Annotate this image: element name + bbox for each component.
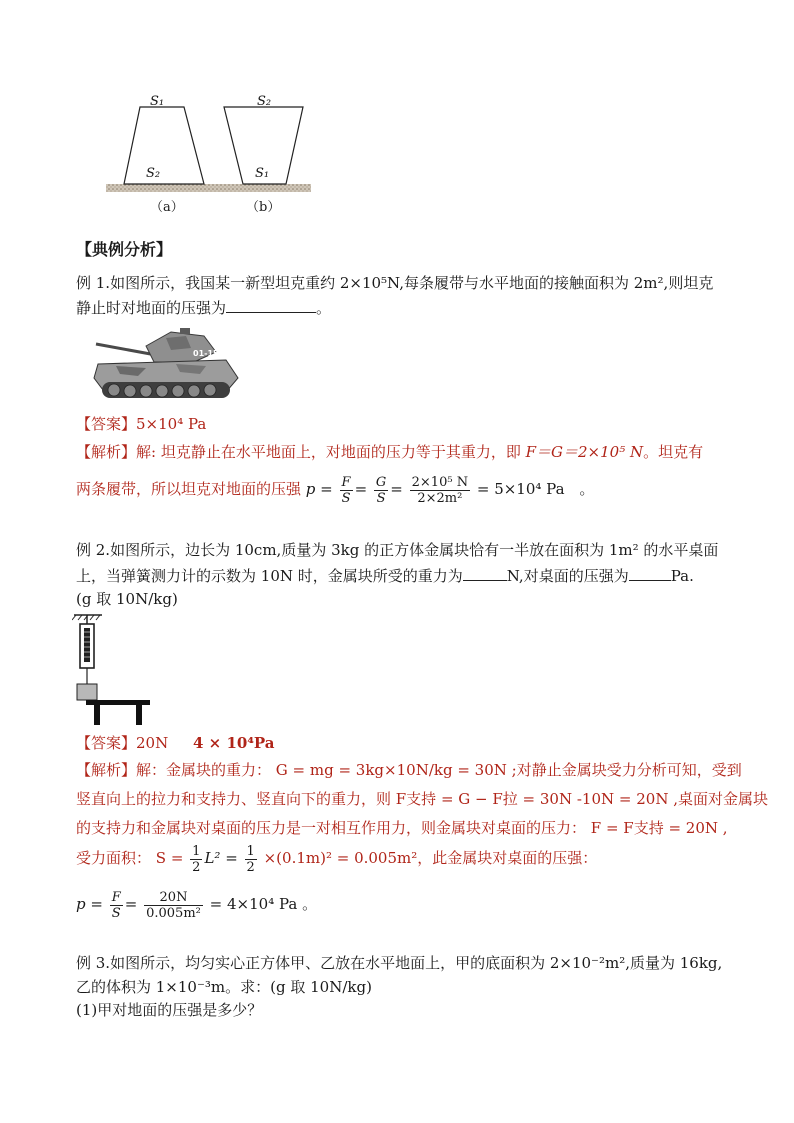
frac-num: 20N bbox=[144, 890, 203, 906]
example2-line2 bbox=[76, 564, 694, 587]
example1-line2-end: 。 bbox=[316, 299, 332, 317]
example1-answer-value: 5×10⁴ Pa bbox=[136, 415, 207, 433]
example2-line3: (g 取 10N/kg) bbox=[76, 590, 178, 608]
example1-answer-label: 【答案】 bbox=[76, 415, 137, 433]
frac-values bbox=[144, 890, 203, 921]
example2-blank1 bbox=[463, 564, 507, 581]
frac-num: F bbox=[111, 889, 121, 905]
example1-analysis-line1 bbox=[76, 441, 703, 463]
frac-values bbox=[410, 475, 470, 506]
section-heading: 【典例分析】 bbox=[76, 240, 173, 259]
frac-num: F bbox=[341, 474, 351, 490]
frac-den: 2×2m² bbox=[417, 490, 463, 506]
caption-b: （b） bbox=[246, 200, 281, 215]
example2-answer bbox=[76, 732, 275, 754]
frac-den: S bbox=[111, 905, 121, 921]
example2-analysis-line3: 的支持力和金属块对桌面的压力是一对相互作用力，则金属块对桌面的压力： F = F支持 = 20N , bbox=[76, 819, 728, 837]
example2-answer-value1: 20N bbox=[136, 734, 169, 752]
example2-analysis-line4 bbox=[76, 838, 597, 878]
example2-analysis-line2: 竖直向上的拉力和支持力、竖直向下的重力，则 F支持 = G − F拉 = 30N -10N = 20N ,桌面对金属块 bbox=[76, 790, 768, 808]
example2-line2-a: 上，当弹簧测力计的示数为 10N 时，金属块所受的重力为 bbox=[76, 567, 463, 585]
table-top bbox=[86, 700, 150, 705]
example2-pressure-formula: p = $\frac{F}{S}$ = $\frac{20N}{\text{0.005m²}}$ = 4×10⁴ Pa 。 bbox=[76, 889, 318, 921]
caption-a: （a） bbox=[150, 200, 184, 215]
example2-analysis-line1 bbox=[76, 759, 742, 781]
spring-scale-figure bbox=[72, 612, 154, 726]
example2-analysis-text4c: ×(0.1m)² = 0.005m²，此金属块对桌面的压强： bbox=[263, 849, 598, 867]
frac-half bbox=[190, 844, 202, 875]
frac-num: 1 bbox=[192, 843, 201, 859]
example2-analysis-text1: 解：金属块的重力： G = mg = 3kg×10N/kg = 30N ;对静止金属块受力分析可知，受到 bbox=[136, 761, 742, 779]
example2-answer-value2: 4 × 10⁴Pa bbox=[193, 734, 275, 752]
example1-analysis-text2: 两条履带，所以坦克对地面的压强 bbox=[76, 480, 302, 498]
example1-analysis-line2 bbox=[76, 469, 594, 509]
example2-analysis-text4a: 受力面积： S = bbox=[76, 849, 184, 867]
formula-l-squared: L² = bbox=[204, 849, 238, 867]
frac-num: G bbox=[375, 474, 387, 490]
frac-f-over-s bbox=[110, 890, 123, 921]
ground-strip bbox=[106, 184, 311, 192]
frac-num: 1 bbox=[246, 843, 255, 859]
label-b-top: S₂ bbox=[257, 94, 272, 109]
example1-formula-fg: F＝G＝2×10⁵ N bbox=[525, 443, 644, 461]
example2-answer-label: 【答案】 bbox=[76, 734, 137, 752]
example3-line3: (1)甲对地面的压强是多少？ bbox=[76, 1001, 263, 1019]
example1-analysis-label: 【解析】 bbox=[76, 443, 137, 461]
trapezoid-a bbox=[124, 107, 204, 184]
formula-result: = 4×10⁴ Pa 。 bbox=[209, 895, 318, 913]
trapezoid-figure bbox=[100, 88, 320, 218]
formula-p: p = bbox=[76, 895, 103, 913]
frac-g-over-s bbox=[374, 475, 388, 506]
frac-den: S bbox=[376, 490, 386, 506]
example1-analysis-end1: 。坦克有 bbox=[643, 443, 704, 461]
tank-image bbox=[76, 322, 242, 408]
example1-analysis-end2: 。 bbox=[579, 480, 595, 498]
example1-analysis-text1: 解: 坦克静止在水平地面上，对地面的压力等于其重力，即 bbox=[136, 443, 521, 461]
frac-half-2 bbox=[245, 844, 257, 875]
example2-line2-b: N,对桌面的压强为 bbox=[506, 567, 629, 585]
example3-line1: 例 3.如图所示，均匀实心正方体甲、乙放在水平地面上，甲的底面积为 2×10⁻²m²,质量为 16kg, bbox=[76, 954, 723, 972]
label-a-bottom: S₂ bbox=[146, 166, 161, 181]
example1-blank bbox=[226, 296, 316, 313]
example2-line2-c: Pa. bbox=[670, 567, 694, 585]
frac-den: 0.005m² bbox=[146, 905, 201, 921]
example1-line1: 例 1.如图所示，我国某一新型坦克重约 2×10⁵N,每条履带与水平地面的接触面积为 2m²,则坦克 bbox=[76, 274, 714, 292]
example3-line2: 乙的体积为 1×10⁻³m。求：(g 取 10N/kg) bbox=[76, 978, 372, 996]
example2-area-formula bbox=[188, 843, 263, 875]
metal-block bbox=[77, 684, 97, 700]
example1-answer bbox=[76, 413, 206, 435]
frac-f-over-s bbox=[340, 475, 353, 506]
formula-p: p = bbox=[305, 480, 333, 498]
frac-den: 2 bbox=[246, 859, 255, 875]
frac-num: 2×10⁵ N bbox=[411, 474, 469, 490]
label-a-top: S₁ bbox=[150, 94, 165, 109]
tank-marking: 01-15 bbox=[193, 349, 219, 358]
example2-blank2 bbox=[629, 564, 671, 581]
example1-line2 bbox=[76, 296, 331, 319]
formula-result: = 5×10⁴ Pa bbox=[476, 480, 565, 498]
frac-den: S bbox=[341, 490, 351, 506]
frac-den: 2 bbox=[192, 859, 201, 875]
example2-analysis-label: 【解析】 bbox=[76, 761, 137, 779]
label-b-bottom: S₁ bbox=[255, 166, 270, 181]
example1-line2-text: 静止时对地面的压强为 bbox=[76, 299, 227, 317]
example1-pressure-formula: p = $\frac{F}{S}$ = $\frac{G}{S}$ = $\frac{\text{2×10⁵ N}}{\text{2×2m²}}$ = 5×10⁴ Pa bbox=[305, 474, 565, 506]
example2-line1: 例 2.如图所示，边长为 10cm,质量为 3kg 的正方体金属块恰有一半放在面积为 1m² 的水平桌面 bbox=[76, 541, 719, 559]
